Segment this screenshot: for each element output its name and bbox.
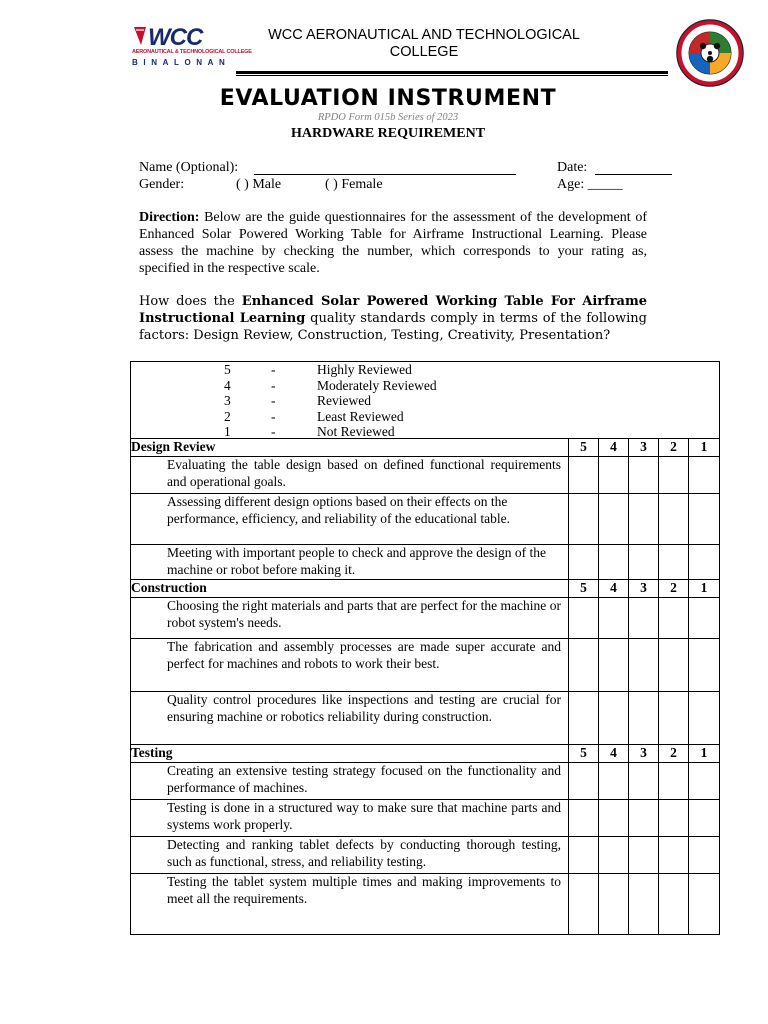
question-prefix: How does the bbox=[139, 294, 242, 309]
rating-checkbox-1[interactable] bbox=[689, 639, 720, 692]
rating-header-2: 2 bbox=[659, 580, 689, 598]
rating-checkbox-3[interactable] bbox=[629, 457, 659, 494]
rating-header-5: 5 bbox=[569, 439, 599, 457]
rating-checkbox-5[interactable] bbox=[569, 457, 599, 494]
criterion-text: Testing the tablet system multiple times and making improvements to meet all the requirements. bbox=[167, 874, 561, 906]
section-title: Testing bbox=[131, 745, 569, 763]
rating-checkbox-1[interactable] bbox=[689, 598, 720, 639]
rating-header-5: 5 bbox=[569, 580, 599, 598]
rating-checkbox-1[interactable] bbox=[689, 494, 720, 545]
rating-header-3: 3 bbox=[629, 439, 659, 457]
criterion-text: Assessing different design options based on their effects on the performance, efficiency, and reliability of the educational table. bbox=[167, 494, 510, 526]
criterion-cell bbox=[131, 800, 569, 837]
rating-checkbox-5[interactable] bbox=[569, 874, 599, 935]
scale-label: Highly Reviewed bbox=[317, 362, 412, 377]
rating-checkbox-4[interactable] bbox=[599, 763, 629, 800]
criterion-text: Choosing the right materials and parts that are perfect for the machine or robot system's needs. bbox=[167, 598, 561, 630]
criterion-cell bbox=[131, 692, 569, 745]
rating-checkbox-4[interactable] bbox=[599, 800, 629, 837]
rating-checkbox-1[interactable] bbox=[689, 545, 720, 580]
rating-header-4: 4 bbox=[599, 439, 629, 457]
criterion-text: Detecting and ranking tablet defects by conducting thorough testing, such as functional, stress, and reliability testing. bbox=[167, 837, 561, 869]
evaluation-table bbox=[130, 361, 720, 935]
gender-label: Gender: bbox=[139, 177, 185, 192]
direction-label: Direction: bbox=[139, 210, 200, 225]
criterion-row bbox=[131, 457, 720, 494]
direction-paragraph bbox=[139, 209, 647, 277]
question-paragraph bbox=[139, 293, 647, 344]
rating-checkbox-5[interactable] bbox=[569, 494, 599, 545]
rating-checkbox-2[interactable] bbox=[659, 457, 689, 494]
criterion-row bbox=[131, 763, 720, 800]
rating-checkbox-2[interactable] bbox=[659, 598, 689, 639]
rating-checkbox-2[interactable] bbox=[659, 494, 689, 545]
gender-male-option[interactable]: ( ) Male bbox=[236, 177, 282, 192]
rpdo-seal-logo bbox=[675, 18, 745, 88]
rating-header-4: 4 bbox=[599, 745, 629, 763]
document-title: EVALUATION INSTRUMENT bbox=[219, 86, 557, 111]
section-header-row bbox=[131, 439, 720, 457]
age-field[interactable]: Age: _____ bbox=[557, 177, 623, 192]
scale-row bbox=[131, 362, 720, 439]
scale-label: Moderately Reviewed bbox=[317, 377, 437, 393]
criterion-row bbox=[131, 837, 720, 874]
criterion-text: The fabrication and assembly processes are made super accurate and perfect for machines and robots to work their best. bbox=[167, 639, 561, 671]
rating-checkbox-4[interactable] bbox=[599, 457, 629, 494]
criterion-text: Quality control procedures like inspections and testing are crucial for ensuring machine or robotics reliability during construction. bbox=[167, 692, 561, 724]
gender-female-option[interactable]: ( ) Female bbox=[325, 177, 383, 192]
rating-checkbox-2[interactable] bbox=[659, 545, 689, 580]
rating-checkbox-5[interactable] bbox=[569, 763, 599, 800]
criterion-text: Meeting with important people to check and approve the design of the machine or robot before making it. bbox=[167, 545, 547, 577]
rating-checkbox-2[interactable] bbox=[659, 763, 689, 800]
criterion-cell bbox=[131, 837, 569, 874]
rating-checkbox-3[interactable] bbox=[629, 598, 659, 639]
date-field[interactable] bbox=[595, 174, 672, 175]
criterion-text: Testing is done in a structured way to make sure that machine parts and systems work properly. bbox=[167, 800, 561, 832]
section-header-row bbox=[131, 745, 720, 763]
rating-checkbox-5[interactable] bbox=[569, 545, 599, 580]
question-project: Enhanced Solar Powered Working Table For Airframe Instructional Learning bbox=[139, 294, 647, 326]
scale-dash: - bbox=[271, 377, 276, 393]
section-header-row bbox=[131, 580, 720, 598]
rating-checkbox-3[interactable] bbox=[629, 874, 659, 935]
scale-number: 3 bbox=[224, 393, 231, 408]
section-title: Construction bbox=[131, 580, 569, 598]
header-rule bbox=[236, 71, 668, 74]
scale-number: 1 bbox=[224, 424, 231, 439]
form-number: RPDO Form 015b Series of 2023 bbox=[317, 112, 459, 123]
scale-dash: - bbox=[271, 393, 276, 408]
rating-checkbox-3[interactable] bbox=[629, 763, 659, 800]
document-subtitle: HARDWARE REQUIREMENT bbox=[290, 126, 486, 141]
criterion-row bbox=[131, 692, 720, 745]
criterion-cell bbox=[131, 457, 569, 494]
rating-header-2: 2 bbox=[659, 439, 689, 457]
rating-checkbox-1[interactable] bbox=[689, 837, 720, 874]
logo-subtitle: AERONAUTICAL & TECHNOLOGICAL COLLEGE bbox=[132, 49, 252, 55]
name-label: Name (Optional): bbox=[139, 160, 239, 175]
logo-town: BINALONAN bbox=[132, 58, 231, 67]
scale-label: Reviewed bbox=[317, 393, 371, 408]
rating-header-1: 1 bbox=[689, 439, 720, 457]
college-name: WCC AERONAUTICAL AND TECHNOLOGICAL COLLEGE bbox=[268, 27, 580, 60]
rating-header-1: 1 bbox=[689, 580, 720, 598]
rating-checkbox-2[interactable] bbox=[659, 692, 689, 745]
direction-text: Below are the guide questionnaires for the assessment of the development of Enhanced Solar Powered Working Table for Airframe Instructional Learning. Please assess the machine by checking the number, which corresponds to your rating as, specified in the respective scale. bbox=[139, 210, 647, 276]
rating-checkbox-3[interactable] bbox=[629, 545, 659, 580]
criterion-row bbox=[131, 598, 720, 639]
rating-checkbox-4[interactable] bbox=[599, 692, 629, 745]
rating-checkbox-4[interactable] bbox=[599, 874, 629, 935]
rating-checkbox-1[interactable] bbox=[689, 800, 720, 837]
scale-label: Not Reviewed bbox=[317, 424, 395, 439]
rating-checkbox-4[interactable] bbox=[599, 545, 629, 580]
college-logo bbox=[132, 24, 252, 70]
rating-checkbox-1[interactable] bbox=[689, 763, 720, 800]
rating-checkbox-2[interactable] bbox=[659, 837, 689, 874]
scale-label: Least Reviewed bbox=[317, 408, 404, 424]
wcc-logo-mark bbox=[132, 24, 232, 48]
criterion-row bbox=[131, 874, 720, 935]
rating-header-5: 5 bbox=[569, 745, 599, 763]
rating-checkbox-1[interactable] bbox=[689, 692, 720, 745]
logo-mark-text: WCC bbox=[148, 24, 203, 48]
rating-checkbox-5[interactable] bbox=[569, 692, 599, 745]
rating-scale-legend bbox=[131, 362, 720, 439]
rating-checkbox-1[interactable] bbox=[689, 457, 720, 494]
criterion-cell bbox=[131, 874, 569, 935]
seal-graphic bbox=[675, 18, 745, 88]
rating-checkbox-4[interactable] bbox=[599, 639, 629, 692]
criterion-row bbox=[131, 639, 720, 692]
question-suffix: quality standards comply in terms of the following factors: Design Review, Construction, Testing, Creativity, Presentation? bbox=[139, 311, 647, 343]
criterion-text: Evaluating the table design based on defined functional requirements and operational goals. bbox=[167, 457, 561, 489]
rating-header-1: 1 bbox=[689, 745, 720, 763]
scale-number: 5 bbox=[224, 362, 231, 377]
rating-checkbox-3[interactable] bbox=[629, 692, 659, 745]
rating-header-4: 4 bbox=[599, 580, 629, 598]
rating-header-3: 3 bbox=[629, 745, 659, 763]
rating-checkbox-3[interactable] bbox=[629, 494, 659, 545]
rating-checkbox-3[interactable] bbox=[629, 639, 659, 692]
rating-checkbox-3[interactable] bbox=[629, 800, 659, 837]
scale-dash: - bbox=[271, 424, 276, 439]
date-label: Date: bbox=[557, 160, 588, 175]
rating-checkbox-4[interactable] bbox=[599, 837, 629, 874]
scale-dash: - bbox=[271, 408, 276, 424]
rating-checkbox-3[interactable] bbox=[629, 837, 659, 874]
header-rule-thin bbox=[236, 75, 668, 76]
rating-checkbox-5[interactable] bbox=[569, 837, 599, 874]
rating-checkbox-2[interactable] bbox=[659, 800, 689, 837]
rating-checkbox-5[interactable] bbox=[569, 639, 599, 692]
criterion-cell bbox=[131, 545, 569, 580]
criterion-row bbox=[131, 800, 720, 837]
name-field[interactable] bbox=[254, 174, 516, 175]
rating-checkbox-4[interactable] bbox=[599, 598, 629, 639]
rating-header-3: 3 bbox=[629, 580, 659, 598]
rating-checkbox-2[interactable] bbox=[659, 874, 689, 935]
criterion-text: Creating an extensive testing strategy focused on the functionality and performance of machines. bbox=[167, 763, 561, 795]
criterion-cell bbox=[131, 639, 569, 692]
scale-dash: - bbox=[271, 362, 276, 377]
rating-checkbox-2[interactable] bbox=[659, 639, 689, 692]
scale-number: 4 bbox=[224, 377, 231, 393]
rating-checkbox-5[interactable] bbox=[569, 598, 599, 639]
rating-checkbox-5[interactable] bbox=[569, 800, 599, 837]
criterion-cell bbox=[131, 494, 569, 545]
section-title: Design Review bbox=[131, 439, 569, 457]
criterion-row bbox=[131, 545, 720, 580]
scale-number: 2 bbox=[224, 408, 231, 424]
rating-checkbox-1[interactable] bbox=[689, 874, 720, 935]
rating-header-2: 2 bbox=[659, 745, 689, 763]
criterion-cell bbox=[131, 598, 569, 639]
criterion-row bbox=[131, 494, 720, 545]
rating-checkbox-4[interactable] bbox=[599, 494, 629, 545]
criterion-cell bbox=[131, 763, 569, 800]
